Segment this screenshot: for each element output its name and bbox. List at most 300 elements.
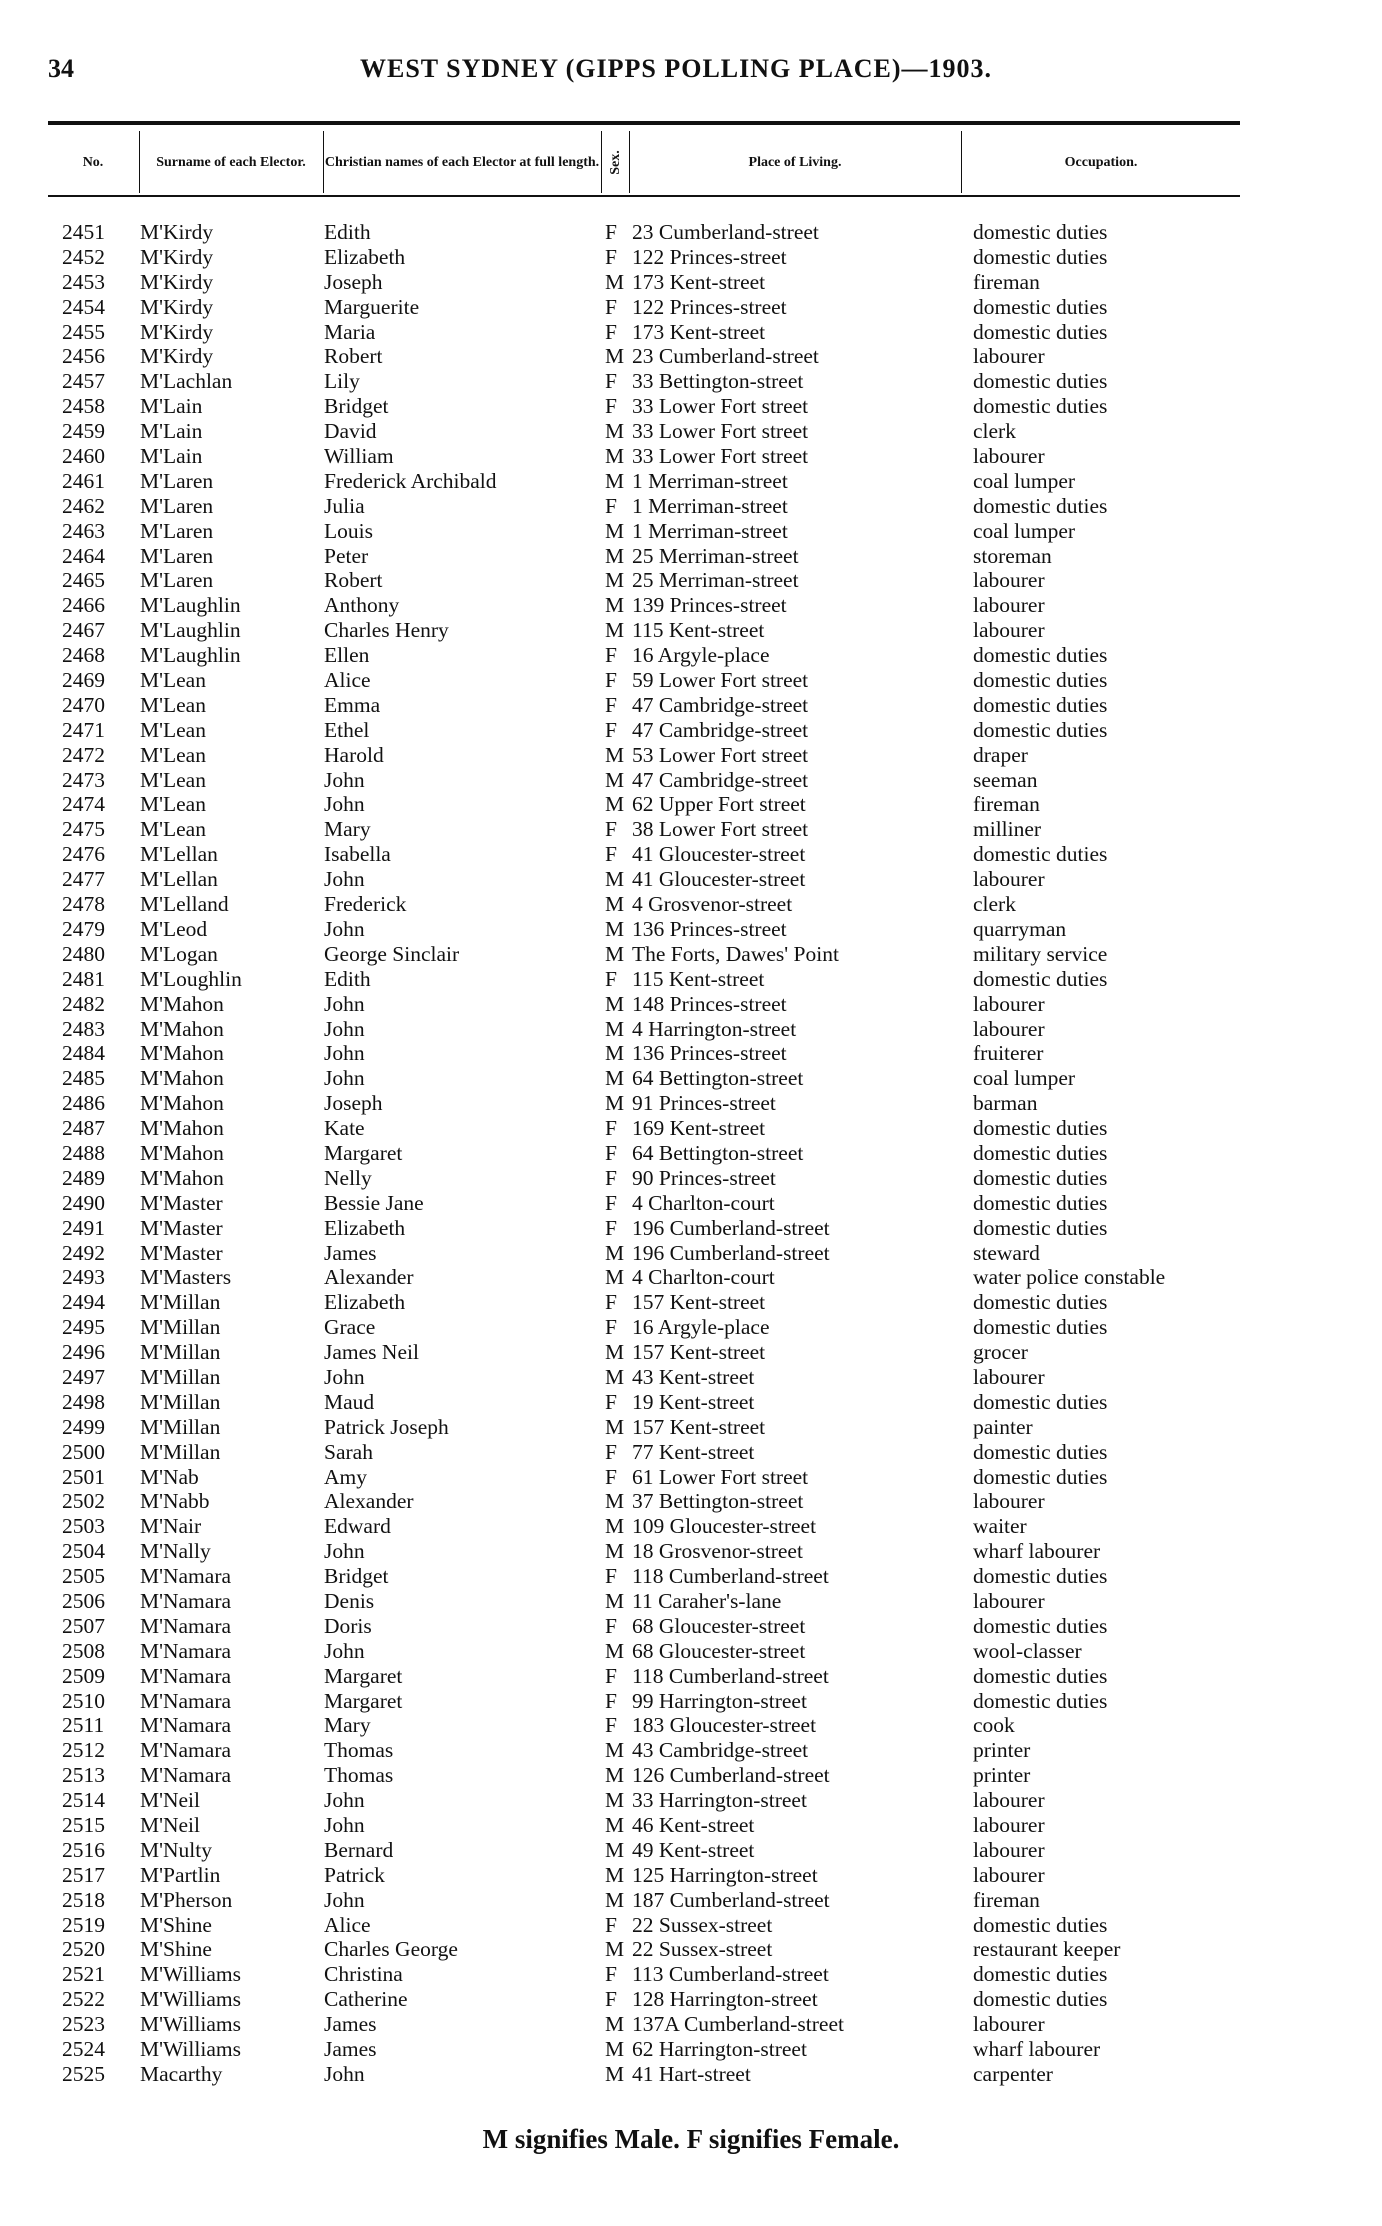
elector-sex: M xyxy=(605,1016,625,1041)
elector-sex: M xyxy=(605,468,625,493)
elector-sex: M xyxy=(605,1887,625,1912)
elector-occupation: fruiterer xyxy=(973,1041,1044,1066)
elector-surname: M'Namara xyxy=(140,1613,232,1638)
elector-number: 2502 xyxy=(62,1489,105,1514)
elector-christian-names: Alice xyxy=(324,1912,371,1937)
elector-christian-names: John xyxy=(324,867,365,892)
table-row xyxy=(0,1913,1382,1938)
elector-christian-names: Elizabeth xyxy=(324,1290,406,1315)
elector-christian-names: Alexander xyxy=(324,1265,414,1290)
elector-occupation: grocer xyxy=(973,1340,1028,1365)
header-surname: Surname of each Elector. xyxy=(156,154,306,170)
table-row xyxy=(0,444,1382,469)
elector-christian-names: Bridget xyxy=(324,1564,389,1589)
elector-sex: M xyxy=(605,916,625,941)
elector-number: 2511 xyxy=(62,1713,105,1738)
elector-christian-names: Catherine xyxy=(324,1987,408,2012)
elector-place-of-living: 37 Bettington-street xyxy=(632,1489,804,1514)
elector-place-of-living: 68 Gloucester-street xyxy=(632,1638,806,1663)
table-row xyxy=(0,519,1382,544)
elector-occupation: labourer xyxy=(973,444,1045,469)
elector-occupation: domestic duties xyxy=(973,1315,1108,1340)
elector-occupation: domestic duties xyxy=(973,1962,1108,1987)
elector-occupation: domestic duties xyxy=(973,369,1108,394)
elector-number: 2455 xyxy=(62,319,105,344)
elector-sex: F xyxy=(605,1613,617,1638)
elector-sex: M xyxy=(605,1588,625,1613)
elector-christian-names: Joseph xyxy=(324,1091,383,1116)
table-row xyxy=(0,1962,1382,1987)
elector-place-of-living: 61 Lower Fort street xyxy=(632,1464,809,1489)
elector-sex: M xyxy=(605,618,625,643)
elector-sex: F xyxy=(605,294,617,319)
elector-surname: M'Nabb xyxy=(140,1489,210,1514)
elector-christian-names: John xyxy=(324,991,365,1016)
elector-surname: M'Lain xyxy=(140,419,203,444)
elector-number: 2492 xyxy=(62,1240,105,1265)
elector-occupation: wharf labourer xyxy=(973,1539,1101,1564)
elector-christian-names: John xyxy=(324,1638,365,1663)
elector-place-of-living: 25 Merriman-street xyxy=(632,543,799,568)
elector-number: 2472 xyxy=(62,742,105,767)
elector-place-of-living: 16 Argyle-place xyxy=(632,643,770,668)
header-christian-names: Christian names of each Elector at full length. xyxy=(324,154,600,170)
elector-number: 2496 xyxy=(62,1340,105,1365)
elector-occupation: domestic duties xyxy=(973,319,1108,344)
elector-sex: F xyxy=(605,1439,617,1464)
elector-occupation: milliner xyxy=(973,817,1042,842)
elector-sex: F xyxy=(605,842,617,867)
table-row xyxy=(0,1888,1382,1913)
elector-occupation: domestic duties xyxy=(973,493,1108,518)
elector-christian-names: Edward xyxy=(324,1514,391,1539)
elector-christian-names: Bernard xyxy=(324,1837,394,1862)
elector-occupation: barman xyxy=(973,1091,1038,1116)
elector-surname: M'Laren xyxy=(140,493,214,518)
elector-place-of-living: 113 Cumberland-street xyxy=(632,1962,829,1987)
elector-christian-names: Grace xyxy=(324,1315,376,1340)
page-title: WEST SYDNEY (GIPPS POLLING PLACE)—1903. xyxy=(360,54,993,83)
elector-number: 2460 xyxy=(62,444,105,469)
elector-occupation: printer xyxy=(973,1763,1031,1788)
table-row xyxy=(0,1141,1382,1166)
elector-sex: F xyxy=(605,1663,617,1688)
table-row xyxy=(0,1937,1382,1962)
table-row xyxy=(0,618,1382,643)
elector-surname: M'Mahon xyxy=(140,1140,224,1165)
elector-place-of-living: 68 Gloucester-street xyxy=(632,1613,806,1638)
elector-number: 2518 xyxy=(62,1887,105,1912)
table-row xyxy=(0,1440,1382,1465)
elector-number: 2495 xyxy=(62,1315,105,1340)
elector-number: 2462 xyxy=(62,493,105,518)
elector-occupation: labourer xyxy=(973,991,1045,1016)
elector-christian-names: Patrick Joseph xyxy=(324,1414,449,1439)
elector-place-of-living: 64 Bettington-street xyxy=(632,1140,804,1165)
elector-sex: M xyxy=(605,1514,625,1539)
elector-sex: F xyxy=(605,1564,617,1589)
table-row xyxy=(0,1738,1382,1763)
table-row xyxy=(0,842,1382,867)
elector-christian-names: Amy xyxy=(324,1464,367,1489)
page-number: 34 xyxy=(48,54,74,83)
elector-occupation: domestic duties xyxy=(973,1912,1108,1937)
elector-surname: M'Lean xyxy=(140,792,206,817)
elector-occupation: domestic duties xyxy=(973,966,1108,991)
elector-place-of-living: 16 Argyle-place xyxy=(632,1315,770,1340)
elector-sex: M xyxy=(605,518,625,543)
elector-occupation: domestic duties xyxy=(973,1190,1108,1215)
elector-sex: M xyxy=(605,419,625,444)
elector-number: 2493 xyxy=(62,1265,105,1290)
elector-christian-names: John xyxy=(324,767,365,792)
elector-number: 2504 xyxy=(62,1539,105,1564)
elector-number: 2488 xyxy=(62,1140,105,1165)
table-row xyxy=(0,2037,1382,2062)
table-row xyxy=(0,1365,1382,1390)
elector-occupation: labourer xyxy=(973,1364,1045,1389)
elector-place-of-living: 137A Cumberland-street xyxy=(632,2012,844,2037)
elector-sex: M xyxy=(605,1937,625,1962)
elector-sex: M xyxy=(605,2012,625,2037)
elector-occupation: coal lumper xyxy=(973,518,1076,543)
elector-number: 2459 xyxy=(62,419,105,444)
elector-christian-names: Elizabeth xyxy=(324,244,406,269)
elector-occupation: carpenter xyxy=(973,2061,1053,2086)
table-row xyxy=(0,1713,1382,1738)
elector-surname: M'Lain xyxy=(140,394,203,419)
header-sex-label: Sex. xyxy=(607,149,623,175)
elector-place-of-living: 33 Lower Fort street xyxy=(632,419,809,444)
elector-number: 2479 xyxy=(62,916,105,941)
elector-occupation: domestic duties xyxy=(973,643,1108,668)
table-row xyxy=(0,1116,1382,1141)
elector-occupation: domestic duties xyxy=(973,1564,1108,1589)
elector-place-of-living: 41 Hart-street xyxy=(632,2061,751,2086)
elector-place-of-living: 169 Kent-street xyxy=(632,1116,766,1141)
elector-christian-names: David xyxy=(324,419,377,444)
elector-occupation: labourer xyxy=(973,1862,1045,1887)
elector-christian-names: Alice xyxy=(324,668,371,693)
elector-christian-names: Ethel xyxy=(324,717,370,742)
elector-number: 2506 xyxy=(62,1588,105,1613)
elector-number: 2481 xyxy=(62,966,105,991)
elector-surname: M'Kirdy xyxy=(140,319,214,344)
elector-place-of-living: 46 Kent-street xyxy=(632,1813,755,1837)
elector-surname: M'Namara xyxy=(140,1638,232,1663)
elector-number: 2485 xyxy=(62,1066,105,1091)
elector-surname: M'Nair xyxy=(140,1514,202,1539)
elector-number: 2473 xyxy=(62,767,105,792)
elector-occupation: labourer xyxy=(973,1588,1045,1613)
elector-sex: M xyxy=(605,1539,625,1564)
table-row xyxy=(0,1415,1382,1440)
elector-place-of-living: 41 Gloucester-street xyxy=(632,842,806,867)
elector-occupation: waiter xyxy=(973,1514,1027,1539)
elector-occupation: domestic duties xyxy=(973,717,1108,742)
elector-number: 2466 xyxy=(62,593,105,618)
elector-surname: M'Lelland xyxy=(140,892,229,917)
elector-surname: M'Mahon xyxy=(140,1066,224,1091)
table-row xyxy=(0,1987,1382,2012)
elector-christian-names: John xyxy=(324,916,365,941)
elector-surname: M'Neil xyxy=(140,1788,201,1813)
elector-surname: M'Lachlan xyxy=(140,369,233,394)
table-row xyxy=(0,544,1382,569)
elector-sex: M xyxy=(605,269,625,294)
elector-occupation: coal lumper xyxy=(973,1066,1076,1091)
elector-surname: M'Mahon xyxy=(140,1016,224,1041)
elector-number: 2498 xyxy=(62,1389,105,1414)
elector-place-of-living: 99 Harrington-street xyxy=(632,1688,807,1713)
table-row xyxy=(0,967,1382,992)
elector-surname: M'Laughlin xyxy=(140,643,241,668)
elector-surname: M'Namara xyxy=(140,1738,232,1763)
elector-sex: F xyxy=(605,1912,617,1937)
elector-place-of-living: 33 Bettington-street xyxy=(632,369,804,394)
elector-number: 2521 xyxy=(62,1962,105,1987)
elector-number: 2522 xyxy=(62,1987,105,2012)
table-row xyxy=(0,245,1382,270)
elector-christian-names: Patrick xyxy=(324,1862,385,1887)
elector-occupation: domestic duties xyxy=(973,1439,1108,1464)
table-row xyxy=(0,992,1382,1017)
elector-christian-names: Kate xyxy=(324,1116,365,1141)
elector-sex: F xyxy=(605,1389,617,1414)
elector-christian-names: William xyxy=(324,444,394,469)
elector-number: 2487 xyxy=(62,1116,105,1141)
elector-occupation: fireman xyxy=(973,1887,1040,1912)
elector-surname: M'Lean xyxy=(140,817,206,842)
elector-place-of-living: 11 Caraher's-lane xyxy=(632,1588,782,1613)
elector-number: 2475 xyxy=(62,817,105,842)
elector-christian-names: Frederick Archibald xyxy=(324,468,497,493)
elector-number: 2471 xyxy=(62,717,105,742)
elector-christian-names: Thomas xyxy=(324,1738,394,1763)
elector-place-of-living: 38 Lower Fort street xyxy=(632,817,809,842)
elector-place-of-living: 183 Gloucester-street xyxy=(632,1713,817,1738)
elector-number: 2468 xyxy=(62,643,105,668)
elector-occupation: labourer xyxy=(973,2012,1045,2037)
elector-surname: M'Millan xyxy=(140,1340,221,1365)
elector-sex: M xyxy=(605,1240,625,1265)
header-sex xyxy=(602,131,628,193)
elector-place-of-living: 1 Merriman-street xyxy=(632,493,788,518)
elector-surname: M'Shine xyxy=(140,1937,212,1962)
elector-sex: M xyxy=(605,1837,625,1862)
table-row xyxy=(0,494,1382,519)
elector-occupation: domestic duties xyxy=(973,1116,1108,1141)
elector-place-of-living: 4 Charlton-court xyxy=(632,1265,775,1290)
elector-number: 2480 xyxy=(62,941,105,966)
elector-occupation: labourer xyxy=(973,1813,1045,1837)
elector-place-of-living: 23 Cumberland-street xyxy=(632,220,819,244)
elector-place-of-living: 157 Kent-street xyxy=(632,1340,766,1365)
elector-sex: M xyxy=(605,1788,625,1813)
elector-christian-names: Julia xyxy=(324,493,365,518)
elector-sex: F xyxy=(605,1464,617,1489)
elector-sex: M xyxy=(605,1091,625,1116)
table-row xyxy=(0,270,1382,295)
elector-christian-names: John xyxy=(324,1813,365,1837)
elector-number: 2525 xyxy=(62,2061,105,2086)
elector-surname: M'Laren xyxy=(140,568,214,593)
elector-sex: F xyxy=(605,1315,617,1340)
elector-place-of-living: 126 Cumberland-street xyxy=(632,1763,830,1788)
elector-surname: M'Mahon xyxy=(140,1041,224,1066)
elector-sex: M xyxy=(605,767,625,792)
elector-surname: Macarthy xyxy=(140,2061,223,2086)
elector-christian-names: John xyxy=(324,1788,365,1813)
elector-place-of-living: 1 Merriman-street xyxy=(632,468,788,493)
elector-number: 2476 xyxy=(62,842,105,867)
elector-christian-names: Denis xyxy=(324,1588,375,1613)
elector-surname: M'Masters xyxy=(140,1265,232,1290)
elector-surname: M'Laren xyxy=(140,468,214,493)
elector-christian-names: Bridget xyxy=(324,394,389,419)
elector-occupation: labourer xyxy=(973,1788,1045,1813)
elector-christian-names: John xyxy=(324,1539,365,1564)
elector-surname: M'Namara xyxy=(140,1564,232,1589)
table-row xyxy=(0,1614,1382,1639)
elector-number: 2520 xyxy=(62,1937,105,1962)
elector-list xyxy=(0,220,1382,2087)
elector-occupation: labourer xyxy=(973,867,1045,892)
elector-number: 2463 xyxy=(62,518,105,543)
elector-occupation: domestic duties xyxy=(973,1613,1108,1638)
elector-place-of-living: 62 Upper Fort street xyxy=(632,792,806,817)
table-row xyxy=(0,1041,1382,1066)
elector-surname: M'Lellan xyxy=(140,867,218,892)
elector-number: 2510 xyxy=(62,1688,105,1713)
elector-surname: M'Kirdy xyxy=(140,344,214,369)
elector-surname: M'Millan xyxy=(140,1414,221,1439)
elector-sex: M xyxy=(605,344,625,369)
table-row xyxy=(0,1216,1382,1241)
table-row xyxy=(0,1639,1382,1664)
elector-occupation: labourer xyxy=(973,568,1045,593)
elector-christian-names: Nelly xyxy=(324,1165,372,1190)
elector-christian-names: Isabella xyxy=(324,842,391,867)
elector-surname: M'Williams xyxy=(140,2037,241,2062)
elector-surname: M'Master xyxy=(140,1215,223,1240)
elector-place-of-living: 33 Lower Fort street xyxy=(632,444,809,469)
table-row xyxy=(0,817,1382,842)
table-row xyxy=(0,1788,1382,1813)
elector-place-of-living: 43 Cambridge-street xyxy=(632,1738,809,1763)
elector-number: 2467 xyxy=(62,618,105,643)
table-row xyxy=(0,593,1382,618)
elector-christian-names: Margaret xyxy=(324,1688,403,1713)
elector-surname: M'Lean xyxy=(140,668,206,693)
elector-number: 2465 xyxy=(62,568,105,593)
elector-place-of-living: 43 Kent-street xyxy=(632,1364,755,1389)
elector-christian-names: Maud xyxy=(324,1389,375,1414)
elector-surname: M'Kirdy xyxy=(140,269,214,294)
table-row xyxy=(0,892,1382,917)
elector-sex: M xyxy=(605,1862,625,1887)
table-row xyxy=(0,1091,1382,1116)
elector-christian-names: Lily xyxy=(324,369,360,394)
elector-christian-names: Sarah xyxy=(324,1439,373,1464)
table-row xyxy=(0,1166,1382,1191)
elector-occupation: steward xyxy=(973,1240,1040,1265)
elector-christian-names: Frederick xyxy=(324,892,407,917)
elector-christian-names: John xyxy=(324,2061,365,2086)
elector-christian-names: Ellen xyxy=(324,643,370,668)
elector-place-of-living: 41 Gloucester-street xyxy=(632,867,806,892)
elector-christian-names: John xyxy=(324,1041,365,1066)
elector-place-of-living: 128 Harrington-street xyxy=(632,1987,818,2012)
elector-number: 2519 xyxy=(62,1912,105,1937)
table-row xyxy=(0,1465,1382,1490)
elector-number: 2516 xyxy=(62,1837,105,1862)
elector-occupation: draper xyxy=(973,742,1028,767)
elector-occupation: domestic duties xyxy=(973,1290,1108,1315)
table-row xyxy=(0,394,1382,419)
elector-number: 2499 xyxy=(62,1414,105,1439)
elector-christian-names: John xyxy=(324,1016,365,1041)
elector-surname: M'Pherson xyxy=(140,1887,233,1912)
elector-occupation: cook xyxy=(973,1713,1015,1738)
table-row xyxy=(0,643,1382,668)
elector-number: 2477 xyxy=(62,867,105,892)
elector-occupation: restaurant keeper xyxy=(973,1937,1121,1962)
elector-place-of-living: 115 Kent-street xyxy=(632,966,765,991)
elector-occupation: domestic duties xyxy=(973,1464,1108,1489)
elector-sex: M xyxy=(605,1813,625,1837)
elector-sex: M xyxy=(605,593,625,618)
elector-number: 2514 xyxy=(62,1788,105,1813)
elector-surname: M'Kirdy xyxy=(140,220,214,244)
table-row xyxy=(0,1017,1382,1042)
elector-place-of-living: 47 Cambridge-street xyxy=(632,692,809,717)
elector-number: 2458 xyxy=(62,394,105,419)
elector-christian-names: Maria xyxy=(324,319,376,344)
elector-occupation: fireman xyxy=(973,792,1040,817)
elector-sex: M xyxy=(605,1340,625,1365)
elector-occupation: water police constable xyxy=(973,1265,1166,1290)
elector-sex: F xyxy=(605,1190,617,1215)
elector-sex: M xyxy=(605,444,625,469)
table-row xyxy=(0,2012,1382,2037)
table-row xyxy=(0,1664,1382,1689)
elector-sex: F xyxy=(605,1987,617,2012)
elector-occupation: fireman xyxy=(973,269,1040,294)
elector-place-of-living: 47 Cambridge-street xyxy=(632,717,809,742)
table-row xyxy=(0,220,1382,245)
elector-surname: M'Partlin xyxy=(140,1862,221,1887)
elector-surname: M'Williams xyxy=(140,1987,241,2012)
elector-occupation: domestic duties xyxy=(973,220,1108,244)
elector-christian-names: Robert xyxy=(324,344,383,369)
elector-place-of-living: 4 Charlton-court xyxy=(632,1190,775,1215)
elector-christian-names: John xyxy=(324,1887,365,1912)
elector-sex: F xyxy=(605,1962,617,1987)
elector-occupation: domestic duties xyxy=(973,668,1108,693)
elector-sex: M xyxy=(605,1638,625,1663)
table-row xyxy=(0,693,1382,718)
elector-surname: M'Mahon xyxy=(140,1116,224,1141)
elector-surname: M'Laren xyxy=(140,518,214,543)
table-row xyxy=(0,369,1382,394)
elector-occupation: domestic duties xyxy=(973,1987,1108,2012)
elector-surname: M'Namara xyxy=(140,1763,232,1788)
elector-surname: M'Loughlin xyxy=(140,966,242,991)
elector-place-of-living: 173 Kent-street xyxy=(632,269,766,294)
elector-number: 2457 xyxy=(62,369,105,394)
elector-sex: F xyxy=(605,1116,617,1141)
